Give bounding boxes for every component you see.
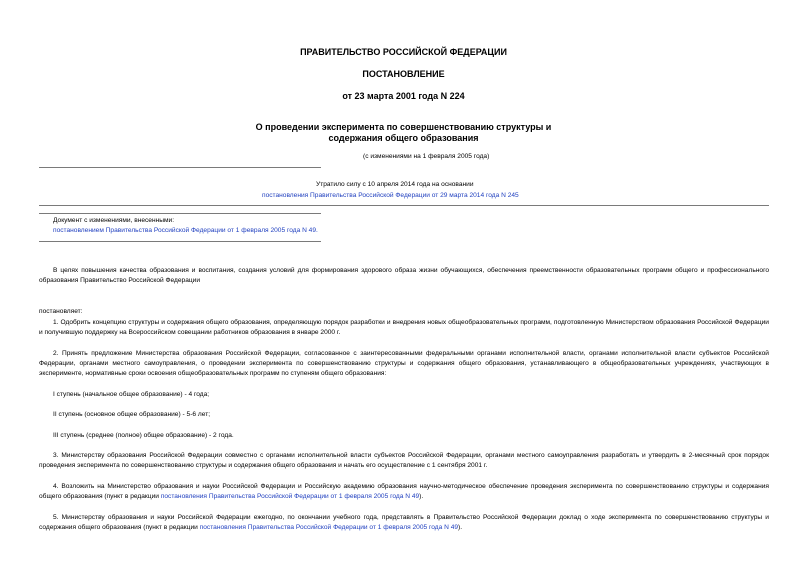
item-4-link[interactable]: постановления Правительства Российской Федерации от 1 февраля 2005 года N 49: [160, 493, 420, 500]
stage-3-line: III ступень (среднее (полное) общее образование) - 2 года.: [53, 432, 234, 439]
lost-force-link[interactable]: постановления Правительства Российской Федерации от 29 марта 2014 года N 245: [262, 192, 519, 199]
stage-2-line: II ступень (основное общее образование) - 5-6 лет;: [53, 411, 211, 418]
lost-force-text: Утратило силу с 10 апреля 2014 года на основании: [316, 181, 474, 188]
item-5-end: ).: [458, 524, 463, 531]
stage-1-line: I ступень (начальное общее образование) - 4 года;: [53, 391, 210, 398]
government-heading: ПРАВИТЕЛЬСТВО РОССИЙСКОЙ ФЕДЕРАЦИИ: [300, 47, 507, 57]
item-3-text: 3. Министерству образования Российской Федерации совместно с органами исполнительной власти субъектов Российской Федерации, органами местного самоуправления разработать и утвердить в 2-месячный срок порядок проведения эксперимента по совершенствованию структуры и содержания общего образования и начать его осуществление с 1 сентября 2001 г.: [39, 452, 769, 469]
document-type-heading: ПОСТАНОВЛЕНИЕ: [362, 69, 445, 79]
item-4-end: ).: [419, 493, 424, 500]
item-5-link[interactable]: постановления Правительства Российской Федерации от 1 февраля 2005 года N 49: [199, 524, 459, 531]
item-1-text: 1. Одобрить концепцию структуры и содержания общего образования, определяющую порядок разработки и внедрения новых общеобразовательных программ, подготовленную Министерством образования Российской Федерации и получившую поддержку на Всероссийском совещании работников образования в январе 2000 г.: [39, 319, 769, 336]
divider-4: [39, 241, 321, 242]
divider-2: [39, 205, 769, 206]
item-3-paragraph: [39, 451, 769, 471]
item-4-paragraph: [39, 482, 769, 502]
title-line-2: содержания общего образования: [328, 133, 479, 143]
item-5-paragraph: [39, 513, 769, 533]
divider-3: [39, 213, 321, 214]
item-5-text: 5. Министерству образования и науки Российской Федерации ежегодно, по окончании учебного года, представлять в Правительство Российской Федерации доклад о ходе эксперимента по совершенствованию структуры и содержания общего образования (пункт в редакции: [39, 514, 769, 531]
item-4-text: 4. Возложить на Министерство образования и науки Российской Федерации и Российскую академию образования научно-методическое обеспечение проведения эксперимента по совершенствованию структуры и содержания общего образования (пункт в редакции: [39, 483, 769, 500]
divider-1: [39, 167, 321, 168]
changes-link[interactable]: постановлением Правительства Российской Федерации от 1 февраля 2005 года N 49.: [53, 227, 318, 234]
changes-label: Документ с изменениями, внесенными:: [53, 217, 175, 224]
item-2-paragraph: [39, 349, 769, 379]
item-1-paragraph: [39, 318, 769, 338]
resolves-text: постановляет:: [39, 308, 83, 315]
title-line-1: О проведении эксперимента по совершенствованию структуры и: [255, 122, 552, 132]
preamble-text: В целях повышения качества образования и воспитания, создания условий для формирования здорового образа жизни обучающихся, обеспечения преемственности образовательных программ общего и профессионального образования Правительство Российской Федерации: [39, 267, 769, 284]
item-2-text: 2. Принять предложение Министерства образования Российской Федерации, согласованное с заинтересованными федеральными органами исполнительной власти, органами исполнительной власти субъектов Российской Федерации, органами местного самоуправления, о проведении эксперимента по совершенствованию структуры и содержания общего образования, устанавливающего в общеобразовательных учреждениях, участвующих в эксперименте, нормативные сроки освоения общеобразовательных программ по ступеням общего образования:: [39, 350, 769, 377]
date-number-heading: от 23 марта 2001 года N 224: [342, 91, 465, 101]
amendments-note: (с изменениями на 1 февраля 2005 года): [363, 153, 490, 160]
preamble-paragraph: [39, 266, 769, 286]
